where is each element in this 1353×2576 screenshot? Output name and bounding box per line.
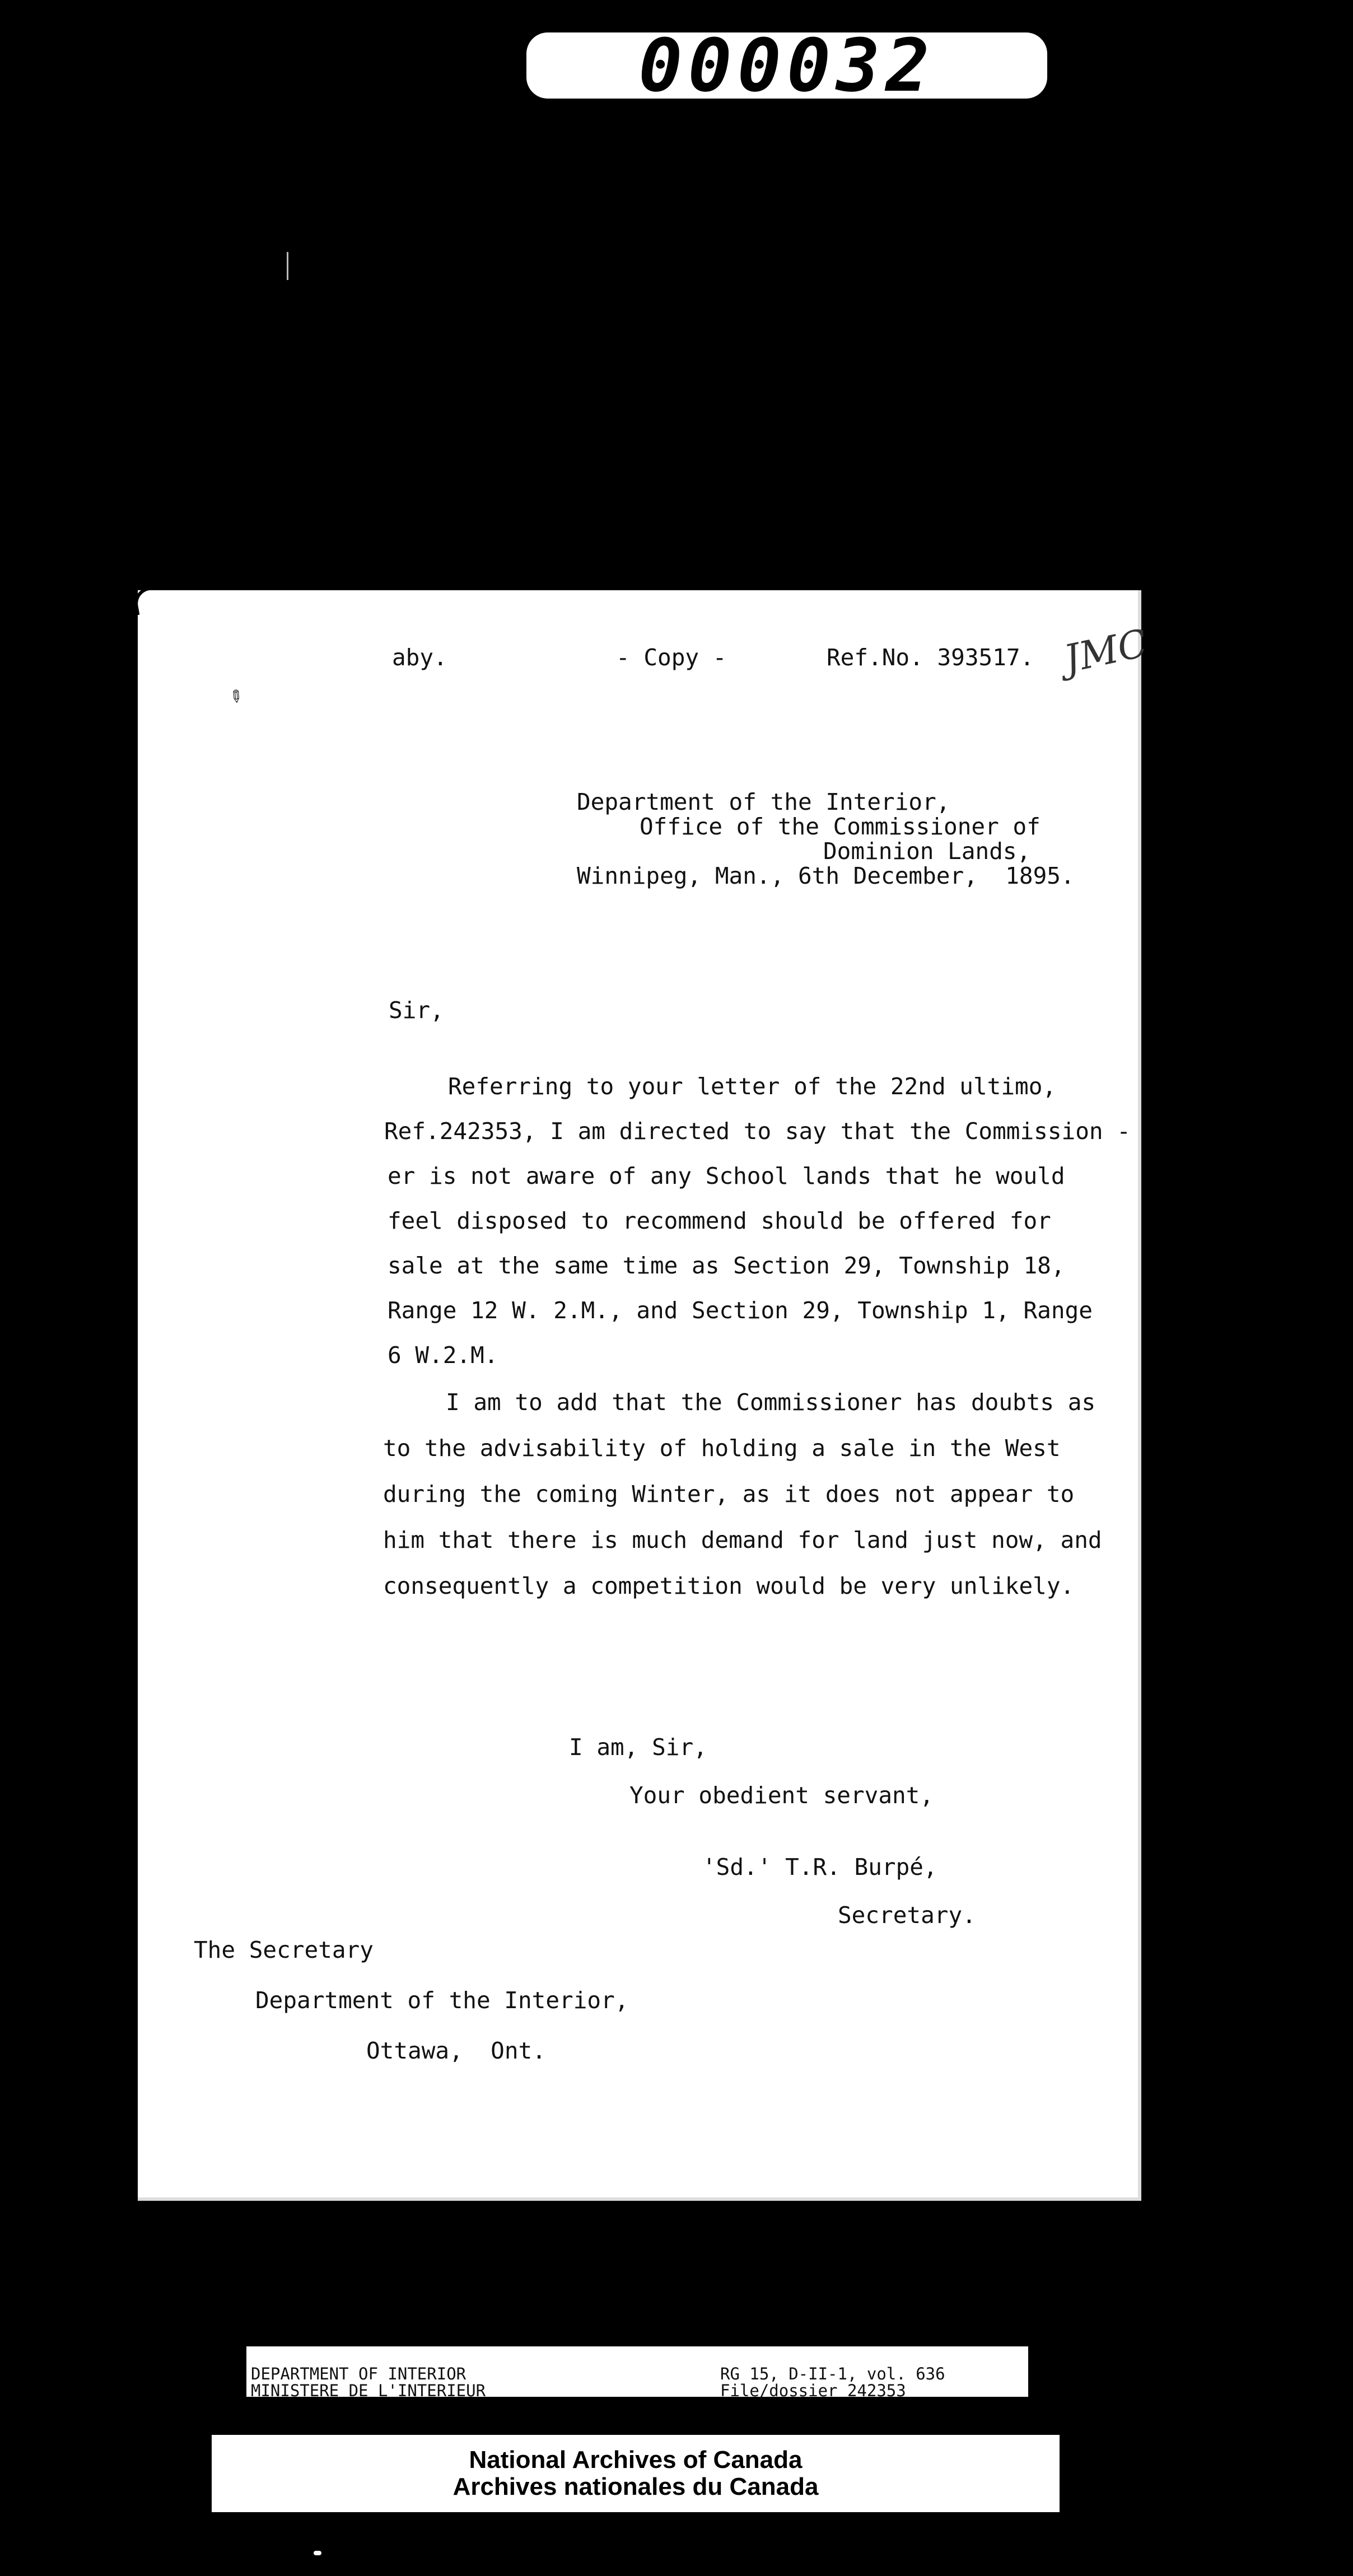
frame-number: 000032	[638, 23, 935, 108]
film-mark	[287, 252, 288, 280]
handwritten-initials: JMC	[1060, 621, 1151, 682]
archives-banner	[212, 2435, 1060, 2512]
closing-line-2: Your obedient servant,	[629, 1782, 934, 1809]
paragraph2-line: during the coming Winter, as it does not appear to	[383, 1481, 1075, 1508]
paragraph2-line: him that there is much demand for land just now, and	[383, 1527, 1102, 1553]
signature-title: Secretary.	[838, 1902, 976, 1929]
archives-name-en: National Archives of Canada	[469, 2446, 803, 2474]
paragraph1-line: Referring to your letter of the 22nd ultimo,	[448, 1073, 1057, 1100]
paragraph2-line: consequently a competition would be very unlikely.	[383, 1572, 1075, 1599]
letter-page	[138, 590, 1151, 2201]
folded-corner	[132, 585, 161, 615]
rg-number: RG 15, D-II-1, vol. 636	[720, 2364, 945, 2383]
paragraph1-line: sale at the same time as Section 29, Township 18,	[388, 1252, 1065, 1279]
paragraph2-line: to the advisability of holding a sale in the West	[383, 1435, 1061, 1462]
file-number: File/dossier 242353	[720, 2381, 906, 2400]
address-line-4: Winnipeg, Man., 6th December, 1895.	[577, 862, 1075, 889]
recipient-line-2: Department of the Interior,	[255, 1987, 629, 2014]
header-ref: Ref.No. 393517.	[827, 644, 1034, 671]
department-names	[251, 2365, 486, 2399]
recipient-line-1: The Secretary	[194, 1936, 374, 1963]
dept-en: DEPARTMENT OF INTERIOR	[251, 2364, 466, 2383]
paragraph2-line: I am to add that the Commissioner has doubts as	[446, 1389, 1096, 1416]
address-line-1: Department of the Interior,	[577, 788, 950, 815]
paragraph1-line: Range 12 W. 2.M., and Section 29, Township 1, Range	[388, 1297, 1093, 1324]
dept-fr: MINISTERE DE L'INTERIEUR	[251, 2381, 486, 2400]
address-line-2: Office of the Commissioner of	[640, 813, 1041, 840]
paragraph1-line: 6 W.2.M.	[388, 1342, 498, 1369]
signature: 'Sd.' T.R. Burpé,	[702, 1854, 937, 1880]
ink-smudge-icon: ✎	[224, 683, 249, 709]
recipient-line-3: Ottawa, Ont.	[366, 2037, 546, 2064]
file-reference	[720, 2365, 945, 2399]
film-speck	[314, 2551, 321, 2555]
address-line-3: Dominion Lands,	[823, 838, 1031, 865]
header-left: aby.	[392, 644, 447, 671]
salutation: Sir,	[389, 997, 444, 1024]
paragraph1-line: er is not aware of any School lands that he would	[388, 1163, 1065, 1189]
frame-number-plate	[526, 23, 1047, 108]
archive-reference-strip	[246, 2346, 1028, 2400]
header-copy: - Copy -	[616, 644, 727, 671]
closing-line-1: I am, Sir,	[569, 1734, 707, 1761]
paragraph1-line: feel disposed to recommend should be offered for	[388, 1207, 1051, 1234]
paragraph1-line: Ref.242353, I am directed to say that the Commission -	[384, 1118, 1131, 1145]
archives-name-fr: Archives nationales du Canada	[452, 2473, 819, 2500]
